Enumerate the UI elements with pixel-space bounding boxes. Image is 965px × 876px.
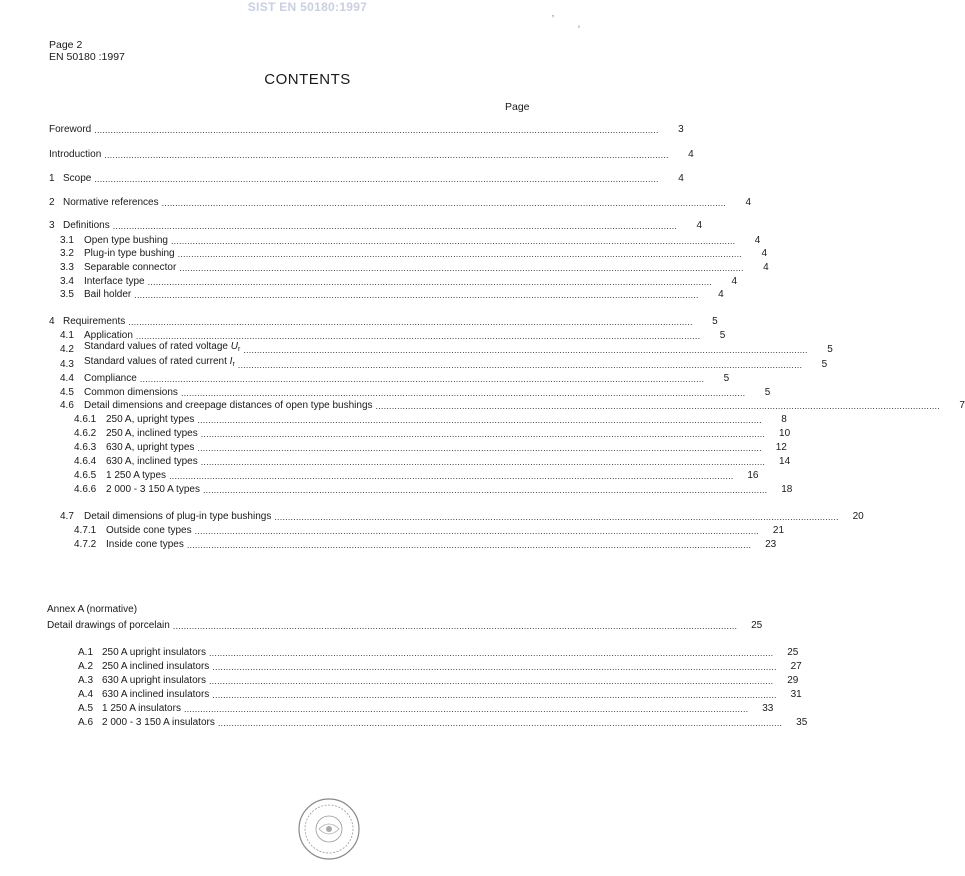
annex-title-entry[interactable] xyxy=(47,619,763,632)
toc-leader: ................................................................................................................................................................................................................. xyxy=(197,415,762,425)
toc-leader: ................................................................................................................................................................................................................. xyxy=(135,331,701,341)
toc-label: Detail dimensions of plug-in type bushings xyxy=(84,511,272,522)
toc-page: 31 xyxy=(790,689,802,700)
page-header xyxy=(49,39,125,63)
toc-entry[interactable] xyxy=(74,413,787,426)
toc-label: Introduction xyxy=(49,149,102,160)
toc-page: 10 xyxy=(779,428,791,439)
toc-leader: ................................................................................................................................................................................................................. xyxy=(200,457,766,467)
current-symbol-subscript: r xyxy=(232,361,235,368)
toc-label: Scope xyxy=(63,173,92,184)
toc-leader: ................................................................................................................................................................................................................. xyxy=(274,512,839,522)
toc-number: 4.6.3 xyxy=(74,442,97,453)
toc-label: Plug-in type bushing xyxy=(84,248,175,259)
toc-leader: ................................................................................................................................................................................................................. xyxy=(200,429,766,439)
toc-entry[interactable] xyxy=(49,219,703,232)
toc-label: Normative references xyxy=(63,197,159,208)
toc-page: 23 xyxy=(765,539,777,550)
toc-leader: ................................................................................................................................................................................................................. xyxy=(172,621,738,631)
toc-leader: ................................................................................................................................................................................................................. xyxy=(139,374,705,384)
toc-number: 3.5 xyxy=(60,289,74,300)
toc-page: 14 xyxy=(779,456,791,467)
toc-page: 4 xyxy=(718,289,724,300)
toc-leader: ................................................................................................................................................................................................................. xyxy=(212,662,777,672)
toc-entry[interactable] xyxy=(49,123,684,136)
toc-page: 18 xyxy=(781,484,793,495)
toc-number: 4.4 xyxy=(60,373,74,384)
toc-leader: ................................................................................................................................................................................................................. xyxy=(94,125,659,135)
toc-label: 630 A inclined insulators xyxy=(102,689,210,700)
toc-label: 2 000 - 3 150 A types xyxy=(106,484,200,495)
toc-label: Common dimensions xyxy=(84,387,178,398)
toc-entry[interactable] xyxy=(74,427,791,440)
toc-number: 4.6.1 xyxy=(74,414,97,425)
toc-leader: ................................................................................................................................................................................................................. xyxy=(177,249,743,259)
toc-entry[interactable] xyxy=(60,341,833,356)
toc-entry[interactable] xyxy=(60,234,761,247)
toc-entry[interactable] xyxy=(60,261,769,274)
toc-page: 25 xyxy=(751,620,763,631)
toc-entry[interactable] xyxy=(60,386,771,399)
toc-label: Outside cone types xyxy=(106,525,192,536)
watermark-text: SIST EN 50180:1997 xyxy=(247,0,368,14)
toc-number: 4.2 xyxy=(60,344,74,355)
toc-number: 4.6.4 xyxy=(74,456,97,467)
toc-number: 4.7 xyxy=(60,511,74,522)
toc-entry[interactable] xyxy=(60,399,965,412)
toc-page: 7 xyxy=(959,400,965,411)
current-symbol: I xyxy=(229,356,233,367)
circular-stamp-icon xyxy=(297,797,361,861)
toc-label: Foreword xyxy=(49,124,92,135)
toc-label: 630 A, upright types xyxy=(106,442,195,453)
toc-number: 1 xyxy=(49,173,55,184)
toc-entry[interactable] xyxy=(49,196,751,209)
toc-entry[interactable] xyxy=(49,315,718,328)
toc-entry[interactable] xyxy=(60,372,730,385)
annex-heading: Annex A (normative) xyxy=(47,604,138,615)
toc-number: 4.6 xyxy=(60,400,74,411)
toc-number: A.2 xyxy=(78,661,94,672)
toc-number: 4.1 xyxy=(60,330,74,341)
toc-page: 4 xyxy=(688,149,694,160)
toc-page: 27 xyxy=(790,661,802,672)
toc-number: 4.7.1 xyxy=(74,525,97,536)
toc-number: 4.7.2 xyxy=(74,539,97,550)
toc-leader: ................................................................................................................................................................................................................. xyxy=(112,221,678,231)
toc-entry[interactable] xyxy=(60,510,864,523)
toc-number: 4.3 xyxy=(60,359,74,370)
toc-page: 5 xyxy=(719,330,726,341)
toc-label-text: Standard values of rated voltage xyxy=(84,341,228,352)
toc-page: 4 xyxy=(696,220,703,231)
toc-label: Open type bushing xyxy=(84,235,168,246)
toc-number: 4.6.5 xyxy=(74,470,97,481)
toc-leader: ................................................................................................................................................................................................................. xyxy=(237,360,803,370)
toc-number: A.5 xyxy=(78,703,94,714)
page-number: Page 2 xyxy=(49,39,83,51)
toc-page: 20 xyxy=(852,511,864,522)
toc-page: 16 xyxy=(747,470,759,481)
toc-label: 1 250 A types xyxy=(106,470,167,481)
toc-number: 3.4 xyxy=(60,276,74,287)
annex-entry[interactable] xyxy=(78,688,802,701)
toc-label: Separable connector xyxy=(84,262,177,273)
toc-entry[interactable] xyxy=(60,247,768,260)
scan-mark-top-right-2: ʻ xyxy=(578,24,580,34)
toc-entry[interactable] xyxy=(74,524,785,537)
toc-leader: ................................................................................................................................................................................................................. xyxy=(183,704,749,714)
toc-label: Compliance xyxy=(84,373,137,384)
toc-page: 35 xyxy=(796,717,808,728)
toc-leader: ................................................................................................................................................................................................................. xyxy=(186,540,752,550)
annex-entry[interactable] xyxy=(78,716,808,729)
toc-entry[interactable] xyxy=(74,483,793,496)
toc-label: 2 000 - 3 150 A insulators xyxy=(102,717,215,728)
toc-entry[interactable] xyxy=(49,172,684,185)
toc-leader: ................................................................................................................................................................................................................. xyxy=(104,150,669,160)
toc-page: 4 xyxy=(678,173,684,184)
toc-page: 5 xyxy=(712,316,718,327)
toc-page: 21 xyxy=(772,525,785,536)
toc-entry[interactable] xyxy=(49,148,694,161)
toc-leader: ................................................................................................................................................................................................................. xyxy=(375,401,940,411)
toc-label: 630 A, inclined types xyxy=(106,456,198,467)
toc-label: Interface type xyxy=(84,276,145,287)
toc-page: 5 xyxy=(764,387,771,398)
annex-entry[interactable] xyxy=(78,646,799,659)
toc-label: Definitions xyxy=(63,220,110,231)
toc-page: 4 xyxy=(745,197,751,208)
toc-entry[interactable] xyxy=(74,469,759,482)
toc-leader: ................................................................................................................................................................................................................. xyxy=(147,277,712,287)
toc-label: 630 A upright insulators xyxy=(102,675,206,686)
toc-entry[interactable] xyxy=(60,275,737,288)
toc-label xyxy=(84,341,240,356)
toc-label: 250 A, upright types xyxy=(106,414,195,425)
toc-label: Bail holder xyxy=(84,289,132,300)
toc-label-text: Standard values of rated current xyxy=(84,356,227,367)
voltage-symbol-subscript: r xyxy=(238,346,241,353)
toc-page: 25 xyxy=(787,647,799,658)
toc-label: 250 A inclined insulators xyxy=(102,661,210,672)
toc-leader: ................................................................................................................................................................................................................. xyxy=(180,388,746,398)
toc-number: 3.2 xyxy=(60,248,74,259)
toc-label: 250 A upright insulators xyxy=(102,647,206,658)
toc-number: 3.1 xyxy=(60,235,74,246)
toc-label xyxy=(84,356,235,371)
toc-number: A.6 xyxy=(78,717,94,728)
toc-leader: ................................................................................................................................................................................................................. xyxy=(208,676,774,686)
toc-entry[interactable] xyxy=(60,356,828,371)
toc-number: A.4 xyxy=(78,689,94,700)
page-title: CONTENTS xyxy=(264,71,351,88)
toc-number: A.3 xyxy=(78,675,94,686)
toc-label: Requirements xyxy=(63,316,126,327)
annex-entry[interactable] xyxy=(78,660,802,673)
page-column-label: Page xyxy=(505,101,530,113)
toc-number: 3 xyxy=(49,220,55,231)
toc-page: 5 xyxy=(821,359,828,370)
toc-page: 4 xyxy=(754,235,761,246)
standard-reference: EN 50180 :1997 xyxy=(49,51,125,63)
toc-page: 4 xyxy=(763,262,769,273)
toc-leader: ................................................................................................................................................................................................................. xyxy=(243,345,808,355)
toc-leader: ................................................................................................................................................................................................................. xyxy=(208,648,774,658)
toc-number: A.1 xyxy=(78,647,94,658)
voltage-symbol: U xyxy=(230,341,238,352)
toc-number: 2 xyxy=(49,197,55,208)
toc-label: Application xyxy=(84,330,133,341)
toc-number: 3.3 xyxy=(60,262,74,273)
toc-leader: ................................................................................................................................................................................................................. xyxy=(128,317,693,327)
toc-leader: ................................................................................................................................................................................................................. xyxy=(170,236,736,246)
toc-label: Detail dimensions and creepage distances of open type bushings xyxy=(84,400,373,411)
toc-label: 1 250 A insulators xyxy=(102,703,181,714)
toc-entry[interactable] xyxy=(60,288,724,301)
toc-leader: ................................................................................................................................................................................................................. xyxy=(212,690,777,700)
toc-entry[interactable] xyxy=(74,538,777,551)
toc-leader: ................................................................................................................................................................................................................. xyxy=(179,263,744,273)
toc-entry[interactable] xyxy=(74,455,791,468)
toc-leader: ................................................................................................................................................................................................................. xyxy=(194,526,760,536)
toc-number: 4.6.6 xyxy=(74,484,97,495)
toc-number: 4.6.2 xyxy=(74,428,97,439)
toc-page: 29 xyxy=(787,675,799,686)
toc-label: Inside cone types xyxy=(106,539,184,550)
toc-page: 4 xyxy=(731,276,737,287)
toc-number: 4.5 xyxy=(60,387,74,398)
toc-page: 3 xyxy=(678,124,684,135)
toc-page: 4 xyxy=(761,248,768,259)
toc-number: 4 xyxy=(49,316,55,327)
toc-page: 12 xyxy=(775,442,787,453)
toc-leader: ................................................................................................................................................................................................................. xyxy=(94,174,659,184)
toc-leader: ................................................................................................................................................................................................................. xyxy=(169,471,734,481)
toc-leader: ................................................................................................................................................................................................................. xyxy=(202,485,768,495)
scan-mark-top-right: ʼ xyxy=(552,14,554,24)
toc-leader: ................................................................................................................................................................................................................. xyxy=(134,290,699,300)
toc-page: 5 xyxy=(827,344,833,355)
toc-leader: ................................................................................................................................................................................................................. xyxy=(217,718,783,728)
toc-leader: ................................................................................................................................................................................................................. xyxy=(161,198,726,208)
toc-label: 250 A, inclined types xyxy=(106,428,198,439)
toc-page: 33 xyxy=(762,703,774,714)
toc-page: 5 xyxy=(723,373,730,384)
annex-entry[interactable] xyxy=(78,702,774,715)
toc-label: Detail drawings of porcelain xyxy=(47,620,170,631)
toc-page: 8 xyxy=(781,414,787,425)
toc-leader: ................................................................................................................................................................................................................. xyxy=(197,443,762,453)
toc-entry[interactable] xyxy=(74,441,787,454)
annex-entry[interactable] xyxy=(78,674,799,687)
